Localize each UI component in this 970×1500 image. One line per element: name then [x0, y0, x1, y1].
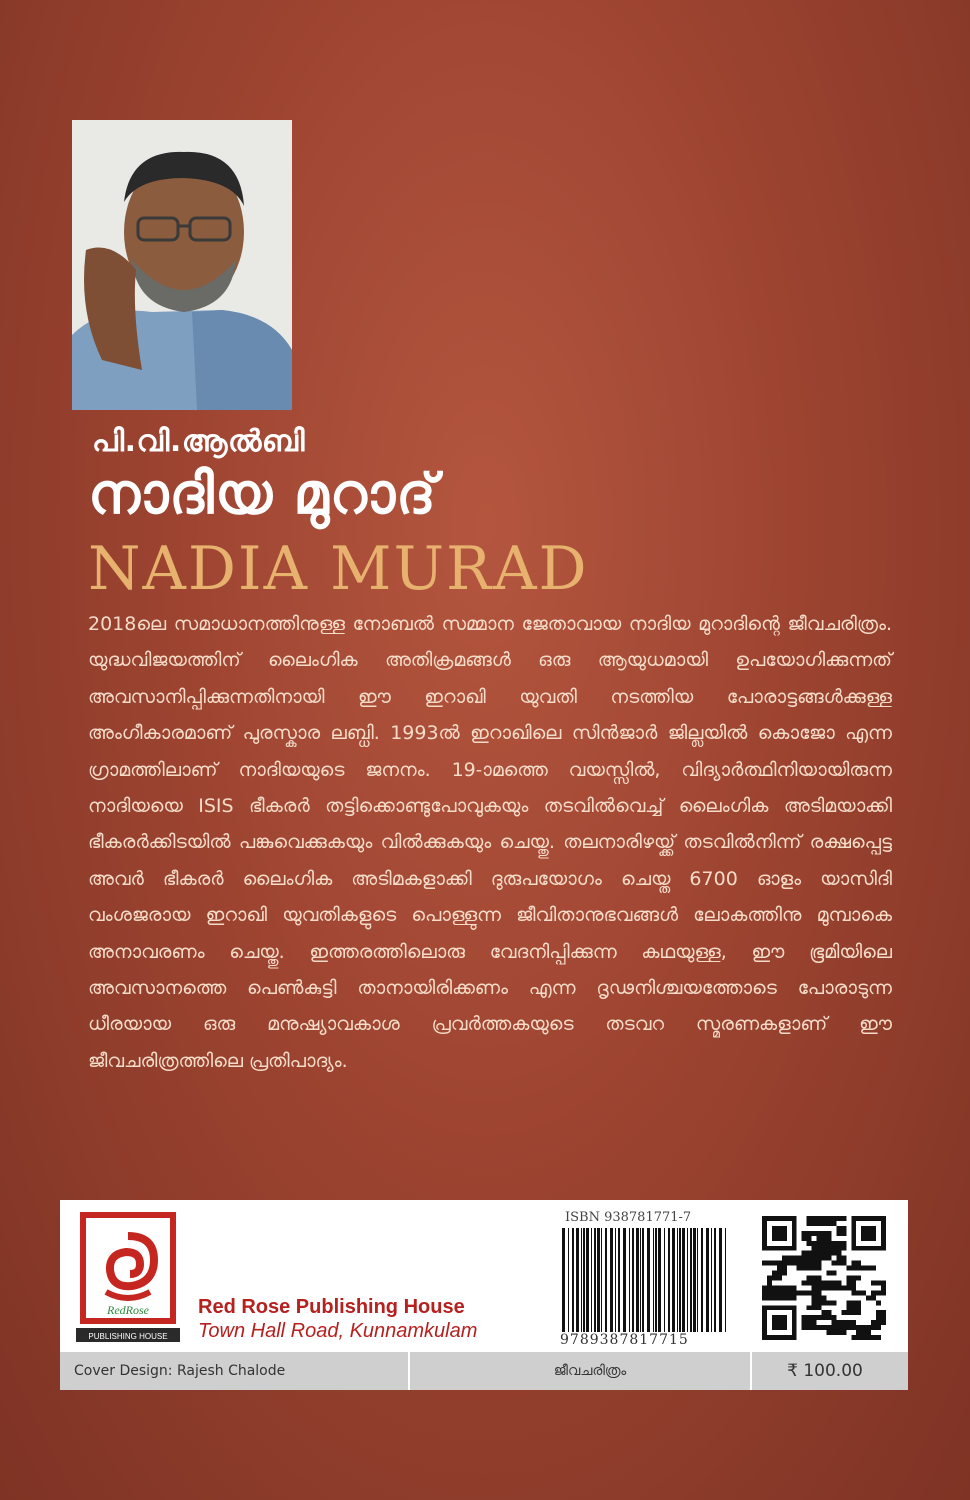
isbn-label: ISBN 938781771-7	[565, 1210, 692, 1225]
author-name: പി.വി.ആൽബി	[92, 424, 305, 459]
price-label: ₹ 100.00	[787, 1361, 863, 1381]
isbn-digits: 9789387817715	[560, 1332, 689, 1348]
blurb-text: 2018ലെ സമാധാനത്തിനുള്ള നോബൽ സമ്മാന ജേതാവായ നാദിയ മുറാദിന്റെ ജീവചരിത്രം. യുദ്ധവിജയത്തിന് ലൈംഗിക അതിക്രമങ്ങൾ ഒരു ആയുധമായി ഉപയോഗിക്കുന്നത് അവസാനിപ്പിക്കുന്നതിനായി ഈ ഇറാഖി യുവതി നടത്തിയ പോരാട്ടങ്ങൾക്കുള്ള അംഗീകാരമാണ് പുരസ്കാര ലബ്ധി. 1993ൽ ഇറാഖിലെ സിൻജാർ ജില്ലയിൽ കൊജോ എന്ന ഗ്രാമത്തിലാണ് നാദിയയുടെ ജനനം. 19-ാമത്തെ വയസ്സിൽ, വിദ്യാർത്ഥിനിയായിരുന്ന നാദിയയെ ISIS ഭീകരർ തട്ടിക്കൊണ്ടുപോവുകയും തടവിൽവെച്ച് ലൈംഗിക അടിമയാക്കി ഭീകരർക്കിടയിൽ പങ്കുവെക്കുകയും വിൽക്കുകയും ചെയ്തു. തലനാരിഴയ്ക്ക് തടവിൽനിന്ന് രക്ഷപ്പെട്ട അവർ ഭീകരർ ലൈംഗിക അടിമകളാക്കി ദുരുപയോഗം ചെയ്ത 6700 ഓളം യാസിദി വംശജരായ ഇറാഖി യുവതികളുടെ പൊള്ളുന്ന ജീവിതാനുഭവങ്ങൾ ലോകത്തിനു മുമ്പാകെ അനാവരണം ചെയ്തു. ഇത്തരത്തിലൊരു വേദനിപ്പിക്കുന്ന കഥയുള്ള, ഈ ഭൂമിയിലെ അവസാനത്തെ പെൺകുട്ടി താനായിരിക്കണം എന്ന ദൃഢനിശ്ചയത്തോടെ പോരാടുന്ന ധീരയായ ഒരു മനുഷ്യാവകാശ പ്രവർത്തകയുടെ തടവറ സ്മരണകളാണ് ഈ ജീവചരിത്രത്തിലെ പ്രതിപാദ്യം.	[88, 613, 892, 1072]
book-title-malayalam: നാദിയ മുറാദ്	[88, 462, 437, 527]
logo-text: RedRose	[107, 1303, 149, 1317]
author-photo	[72, 120, 292, 410]
book-blurb	[88, 606, 892, 1079]
publisher-logo	[76, 1208, 180, 1344]
divider	[750, 1352, 752, 1390]
info-bar	[60, 1352, 908, 1390]
isbn-barcode	[560, 1228, 730, 1332]
cover-design-credit: Cover Design: Rajesh Chalode	[74, 1363, 286, 1379]
publisher-address: Town Hall Road, Kunnamkulam	[198, 1320, 478, 1342]
publisher-panel	[60, 1200, 908, 1390]
logo-subtext: PUBLISHING HOUSE	[88, 1332, 168, 1341]
divider	[408, 1352, 410, 1390]
book-title-english: NADIA MURAD	[88, 534, 589, 604]
qr-code	[762, 1216, 886, 1340]
publisher-name: Red Rose Publishing House	[198, 1296, 465, 1318]
genre-label: ജീവചരിത്രം	[553, 1363, 627, 1379]
